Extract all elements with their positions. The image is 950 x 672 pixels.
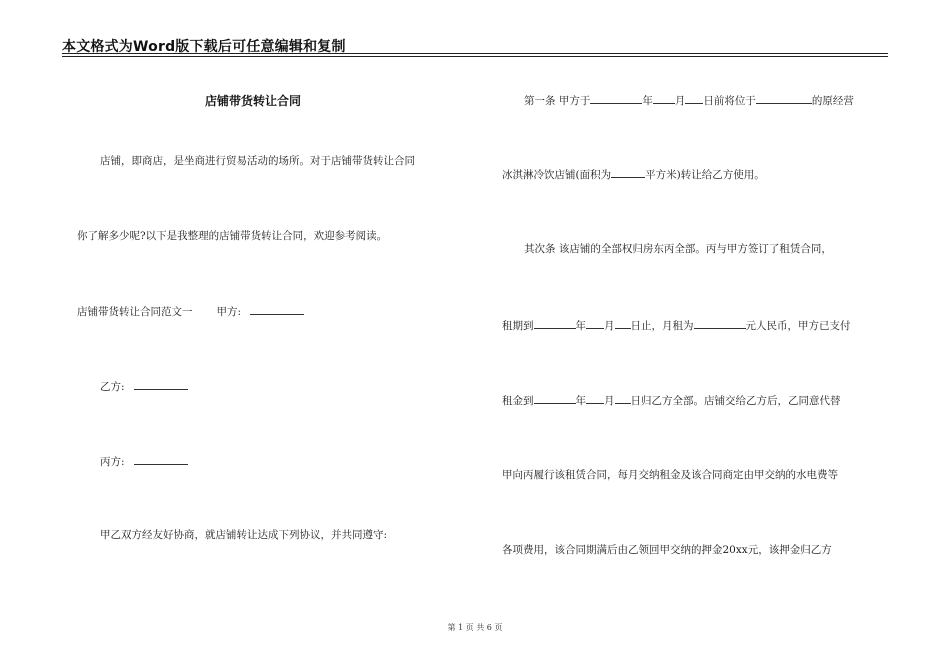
article-2-line-5: 各项费用，该合同期满后由乙领回甲交纳的押金20xx元，该押金归乙方	[502, 544, 832, 556]
paid-until-year-blank	[534, 393, 576, 404]
article-2-line-3: 租金到 年 月 日归乙方全部。店铺交给乙方后，乙同意代替	[502, 395, 841, 407]
page-number: 第 1 页 共 6 页	[447, 623, 503, 632]
intro-line-1: 店铺，即商店，是坐商进行贸易活动的场所。对于店铺带货转让合同	[100, 155, 415, 167]
party-c-label: 丙方:	[100, 456, 125, 468]
article-1-line-2: 冰淇淋冷饮店铺(面积为 平方米)转让给乙方使用。	[502, 169, 765, 181]
document-title: 店铺带货转让合同	[205, 94, 302, 108]
article-2-line-1: 其次条 该店铺的全部权归房东丙全部。丙与甲方签订了租赁合同，	[524, 243, 832, 255]
intro-line-2: 你了解多少呢?以下是我整理的店铺带货转让合同，欢迎参考阅读。	[77, 230, 388, 242]
article-2-line-4: 甲向丙履行该租赁合同，每月交纳租金及该合同商定由甲交纳的水电费等	[502, 469, 838, 481]
paid-until-month-blank	[586, 393, 604, 404]
agreement-line: 甲乙双方经友好协商，就店铺转让达成下列协议，并共同遵守:	[100, 529, 388, 541]
party-b-label: 乙方:	[100, 381, 125, 393]
party-c-row	[100, 454, 188, 469]
sample-heading: 店铺带货转让合同范文一	[77, 306, 193, 318]
party-b-blank	[134, 379, 188, 390]
date-month-blank	[653, 93, 675, 104]
header-divider-thick	[62, 53, 888, 54]
lease-end-year-blank	[534, 318, 576, 329]
document-header-title: 本文格式为Word版下载后可任意编辑和复制	[62, 39, 346, 55]
monthly-rent-blank	[694, 318, 746, 329]
party-a-label: 甲方:	[216, 306, 242, 318]
header-divider-thin	[62, 56, 888, 57]
article-1-line-1: 第一条 甲方于 年 月 日前将位于 的原经营	[524, 95, 854, 107]
party-c-blank	[134, 454, 188, 465]
paid-until-day-blank	[615, 393, 631, 404]
location-blank	[756, 93, 812, 104]
party-a-blank	[250, 304, 304, 315]
article-2-line-2: 租期到 年 月 日止，月租为 元人民币，甲方已支付	[502, 320, 851, 332]
date-year-blank	[590, 93, 642, 104]
area-blank	[611, 167, 645, 178]
party-b-row	[100, 379, 188, 394]
lease-end-day-blank	[615, 318, 631, 329]
sample-heading-row	[77, 304, 304, 319]
date-day-blank	[685, 93, 703, 104]
lease-end-month-blank	[586, 318, 604, 329]
